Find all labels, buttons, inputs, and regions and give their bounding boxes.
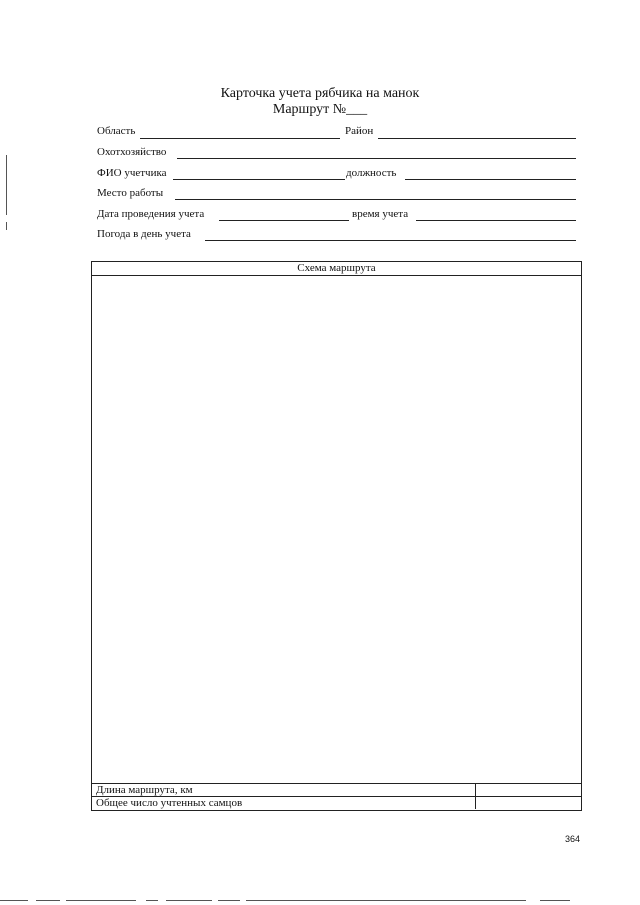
counter-name-line: [173, 179, 345, 180]
males-count-label: Общее число учтенных самцов: [96, 797, 243, 809]
hunting-farm-label: Охотхозяйство: [97, 146, 167, 158]
weather-label: Погода в день учета: [97, 228, 191, 240]
route-scheme-header: Схема маршрута: [92, 262, 581, 276]
route-length-value-cell: [475, 784, 476, 796]
males-count-value-cell: [475, 797, 476, 809]
scan-dash-1: [0, 900, 28, 901]
scan-mark-left: [6, 155, 7, 215]
table-row-route-length: [92, 783, 581, 796]
district-line: [378, 138, 576, 139]
workplace-line: [175, 199, 576, 200]
scan-dash-6: [218, 900, 240, 901]
region-label: Область: [97, 125, 136, 137]
count-date-line: [219, 220, 349, 221]
hunting-farm-line: [177, 158, 576, 159]
weather-line: [205, 240, 576, 241]
scan-dash-2: [36, 900, 60, 901]
scan-dash-3: [66, 900, 136, 901]
scan-dash-4: [146, 900, 158, 901]
route-number-label: Маршрут №___: [272, 102, 368, 117]
page-number: 364: [565, 834, 581, 844]
counter-name-label: ФИО учетчика: [97, 167, 167, 179]
scan-dash-5: [166, 900, 212, 901]
card-title: Карточка учета рябчика на манок: [220, 86, 420, 101]
district-label: Район: [345, 125, 374, 137]
region-line: [140, 138, 340, 139]
route-length-label: Длина маршрута, км: [96, 784, 193, 796]
position-line: [405, 179, 576, 180]
scan-dash-8: [540, 900, 570, 901]
scan-dash-7: [246, 900, 526, 901]
count-date-label: Дата проведения учета: [97, 208, 205, 220]
route-scheme-table: [91, 261, 582, 811]
count-time-line: [416, 220, 576, 221]
position-label: должность: [346, 167, 397, 179]
table-row-males-count: [92, 796, 581, 809]
workplace-label: Место работы: [97, 187, 164, 199]
count-time-label: время учета: [352, 208, 409, 220]
scan-mark-left-small: [6, 222, 7, 230]
